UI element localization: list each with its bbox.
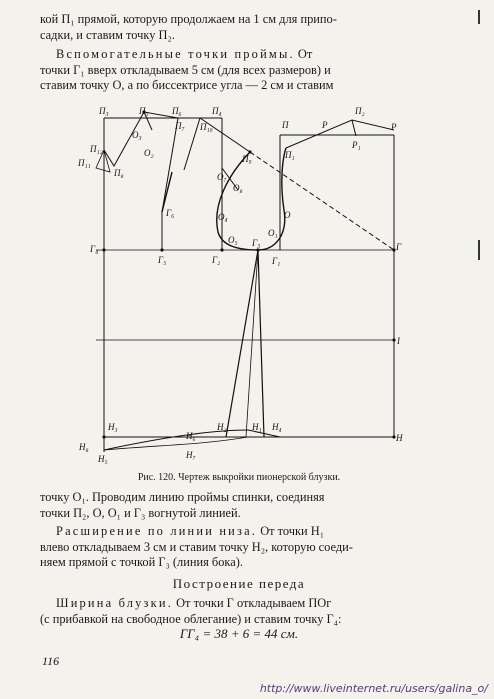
emphasis-term: Расширение по линии низа. <box>56 524 258 538</box>
emphasis-term: Вспомогательные точки проймы. <box>56 47 295 61</box>
text-run: От <box>294 47 313 61</box>
point-label: Н₃ <box>108 422 118 432</box>
point-label: П₁₁ <box>78 158 91 168</box>
text-line: точки Г₁ вверх откладываем 5 см (для всех размеров) и <box>40 62 331 77</box>
point-label: О₄ <box>218 212 228 222</box>
section-heading: Построение переда <box>172 576 306 591</box>
figure-caption: Рис. 120. Чертеж выкройки пионерской блузки. <box>137 472 341 483</box>
text-run: От точки Н₁ <box>257 524 325 538</box>
point-label: Г₂ <box>212 255 221 265</box>
point-label: О₅ <box>228 235 238 245</box>
text-line: кой П₁ прямой, которую продолжаем на 1 см для припо- <box>40 12 337 26</box>
paragraph-armhole-line <box>40 490 438 521</box>
point-label: Н₄ <box>272 422 282 432</box>
point-label: П₁₂ <box>90 144 103 154</box>
text-line: ставим точку О, а по биссектрисе угла — 2 см и ставим <box>40 78 334 92</box>
point-label: Р <box>391 122 397 132</box>
point-label: Г₁ <box>272 256 281 266</box>
point-label: П₅ <box>139 106 149 116</box>
point-label: Г₄ <box>90 244 99 254</box>
text-line: точки П₂, О, О₁ и Г₃ вогнутой линией. <box>40 505 241 520</box>
text-line: точку О₁. Проводим линию проймы спинки, соединяя <box>40 490 325 504</box>
scan-edge-mark <box>478 10 480 24</box>
point-label: П₂ <box>355 106 365 116</box>
point-label: Н₇ <box>186 450 196 460</box>
point-label: Г₃ <box>252 238 261 248</box>
point-label: Г₆ <box>166 208 175 218</box>
text-line <box>40 524 438 540</box>
emphasis-term: Ширина блузки. <box>56 596 174 610</box>
point-label: Н₂ <box>217 422 227 432</box>
point-label: Г <box>396 242 402 252</box>
point-label: О₈ <box>233 183 243 193</box>
watermark-url[interactable]: http://www.liveinternet.ru/users/galina_o/ <box>259 682 488 695</box>
point-label: Г₅ <box>158 255 167 265</box>
text-line <box>40 596 438 612</box>
point-label: О₃ <box>132 130 142 140</box>
point-label: Р <box>322 120 328 130</box>
point-label: I <box>397 336 400 346</box>
point-label: Н₆ <box>186 431 196 441</box>
text-line: няем прямой с точкой Г₃ (линия бока). <box>40 555 243 569</box>
text-line: (с прибавкой на свободное облегание) и ставим точку Г₄: <box>40 611 342 626</box>
page-number: 116 <box>42 654 60 668</box>
point-label: П₃ <box>99 106 109 116</box>
text-line: влево откладываем 3 см и ставим точку Н₂, которую соеди- <box>40 539 353 554</box>
point-label: П₄ <box>212 106 222 116</box>
point-label: П₇ <box>175 121 185 131</box>
point-label: Н <box>396 433 403 443</box>
point-label: Н₈ <box>79 442 89 452</box>
scan-edge-mark <box>478 240 480 260</box>
point-label: О₁ <box>268 228 278 238</box>
text-run: От точки Г откладываем ПОг <box>173 596 332 610</box>
point-label: О₇ <box>217 172 227 182</box>
point-label: П₉ <box>242 154 252 164</box>
point-label: Н₁ <box>252 422 262 432</box>
point-label: П₁₀ <box>200 122 213 132</box>
point-label: Н₅ <box>98 454 108 464</box>
point-label: Р₁ <box>352 140 361 150</box>
point-label: П₁ <box>285 150 295 160</box>
formula: ГГ₄ = 38 + 6 = 44 см. <box>179 626 299 641</box>
paragraph-hem-widening <box>40 524 438 571</box>
point-label: П₈ <box>114 168 124 178</box>
point-label: П <box>282 120 289 130</box>
paragraph-blouse-width <box>40 596 438 627</box>
point-label: О <box>284 210 291 220</box>
text-line: садки, и ставим точку П₂. <box>40 27 175 42</box>
point-label: П₆ <box>172 106 182 116</box>
point-label: О₂ <box>144 148 154 158</box>
